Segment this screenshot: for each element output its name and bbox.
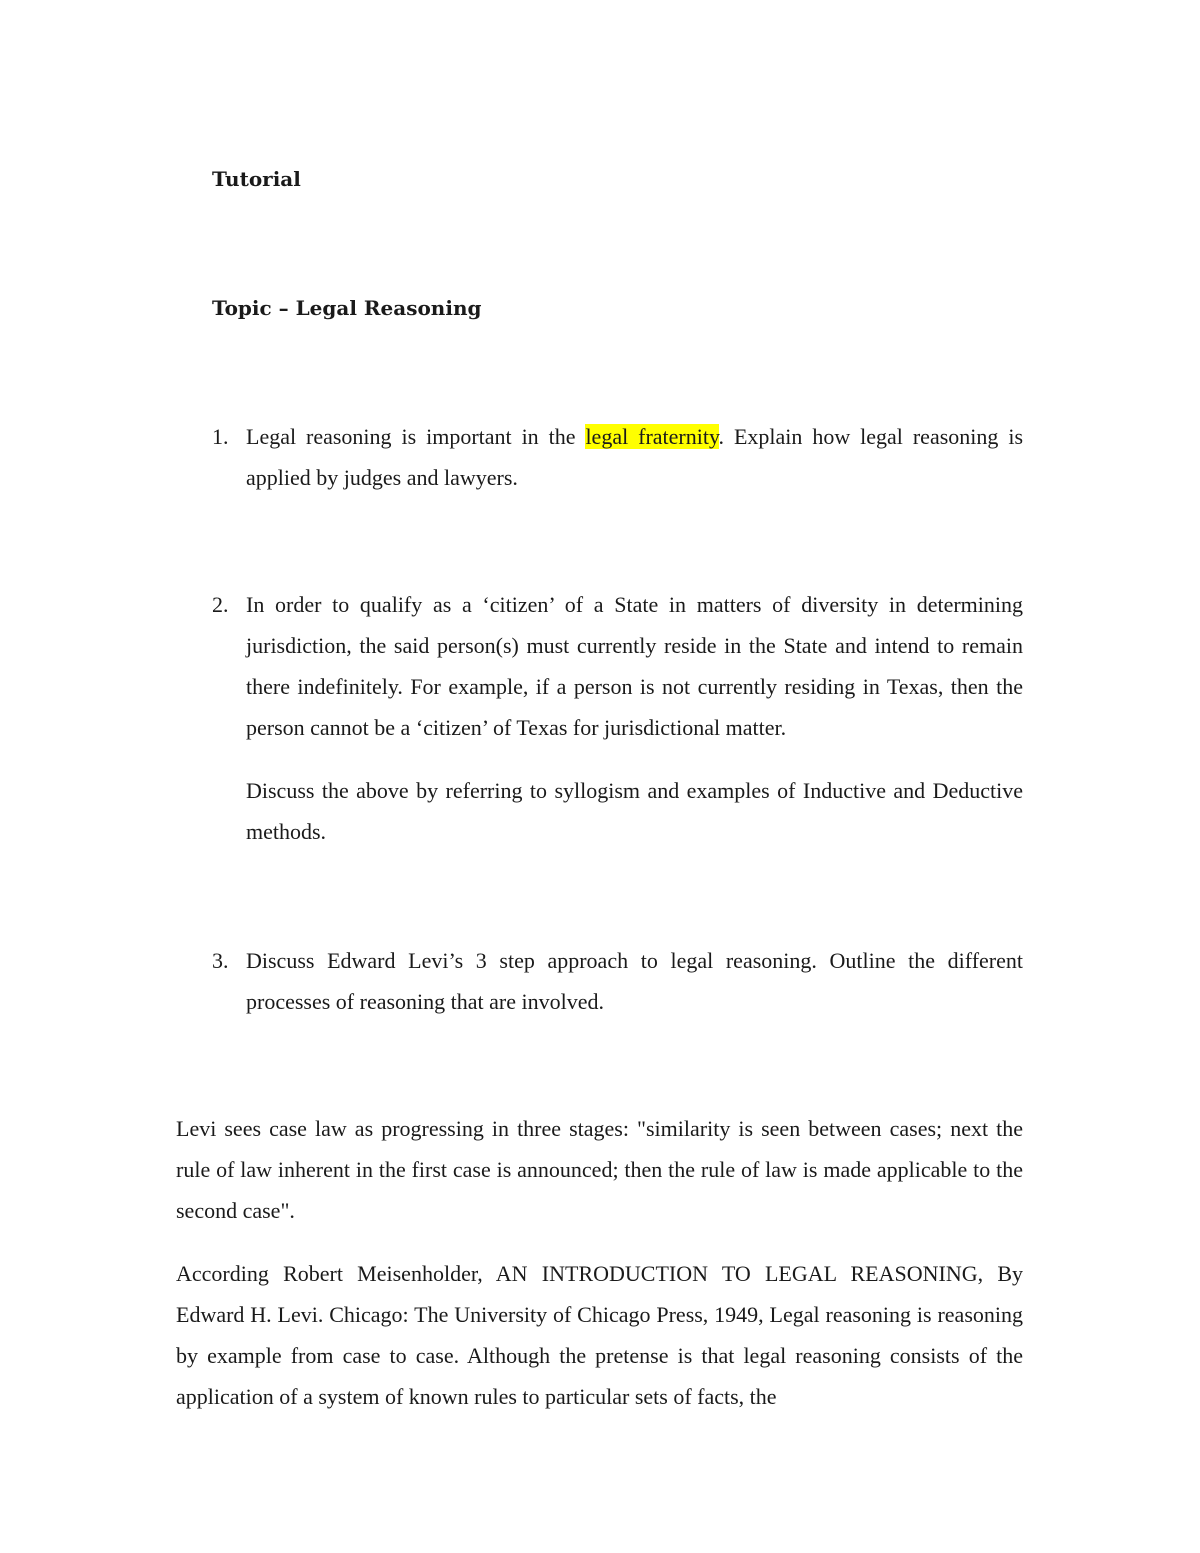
question-1 [212,416,1023,498]
question-number: 1. [212,424,229,449]
document-topic: Topic – Legal Reasoning [212,296,482,320]
question-2 [212,584,1023,852]
question-body [246,416,1023,498]
body-paragraph-meisenholder: According Robert Meisenholder, AN INTRODUCTION TO LEGAL REASONING, By Edward H. Levi. Chicago: The University of Chicago Press, 1949, Legal reasoning is reasoning by example from case to case. Although the pretense is that legal reasoning consists of the application of a system of known rules to particular sets of facts, the [176,1261,1023,1409]
question-body [246,940,1023,1022]
highlighted-text: legal fraternity [585,424,719,449]
question-text: Discuss Edward Levi’s 3 step approach to legal reasoning. Outline the different processes of reasoning that are involved. [246,948,1023,1014]
question-3 [212,940,1023,1022]
question-number: 3. [212,948,229,973]
question-paragraph-2: Discuss the above by referring to syllogism and examples of Inductive and Deductive methods. [246,778,1023,844]
question-paragraph-1: In order to qualify as a ‘citizen’ of a State in matters of diversity in determining jurisdiction, the said person(s) must currently reside in the State and intend to remain there indefinitely. For example, if a person is not currently residing in Texas, then the person cannot be a ‘citizen’ of Texas for jurisdictional matter. [246,592,1023,740]
question-number: 2. [212,592,229,617]
body-paragraph-levi: Levi sees case law as progressing in three stages: "similarity is seen between cases; next the rule of law inherent in the first case is announced; then the rule of law is made applicable to the second case". [176,1116,1023,1223]
question-text-start: Legal reasoning is important in the [246,424,586,449]
question-body [246,584,1023,852]
document-title: Tutorial [212,167,301,191]
question-text [246,416,1023,498]
question-text-end: . Explain how legal reasoning is applied by judges and lawyers. [246,424,1024,490]
